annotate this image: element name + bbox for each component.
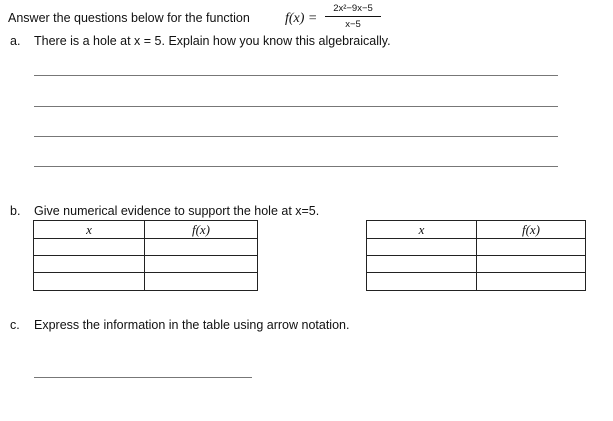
answer-line[interactable] bbox=[34, 377, 252, 378]
table-cell[interactable] bbox=[145, 256, 258, 273]
column-header-x: x bbox=[367, 221, 477, 239]
answer-line[interactable] bbox=[34, 75, 558, 76]
column-header-fx: f(x) bbox=[145, 221, 258, 239]
table-cell[interactable] bbox=[34, 239, 145, 256]
table-cell[interactable] bbox=[367, 239, 477, 256]
table-cell[interactable] bbox=[367, 273, 477, 291]
table-cell[interactable] bbox=[477, 256, 586, 273]
fraction-numerator: 2x²−9x−5 bbox=[333, 3, 373, 14]
function-fraction bbox=[325, 3, 381, 31]
fraction-denominator: x−5 bbox=[345, 19, 361, 30]
answer-line[interactable] bbox=[34, 136, 558, 137]
column-header-x: x bbox=[34, 221, 145, 239]
function-label: f(x) = bbox=[285, 11, 318, 26]
table-cell[interactable] bbox=[477, 273, 586, 291]
table-cell[interactable] bbox=[367, 256, 477, 273]
value-table-right bbox=[366, 220, 586, 291]
table-cell[interactable] bbox=[145, 239, 258, 256]
value-table-left bbox=[33, 220, 258, 291]
part-a-question: There is a hole at x = 5. Explain how you know this algebraically. bbox=[34, 34, 391, 48]
part-c-letter: c. bbox=[10, 318, 20, 332]
column-header-fx: f(x) bbox=[477, 221, 586, 239]
part-b-question: Give numerical evidence to support the hole at x=5. bbox=[34, 204, 320, 218]
table-cell[interactable] bbox=[34, 256, 145, 273]
part-c-question: Express the information in the table using arrow notation. bbox=[34, 318, 350, 332]
intro-text: Answer the questions below for the function bbox=[8, 11, 250, 25]
fraction-bar bbox=[325, 16, 381, 17]
table-cell[interactable] bbox=[34, 273, 145, 291]
table-cell[interactable] bbox=[145, 273, 258, 291]
part-b-letter: b. bbox=[10, 204, 21, 218]
answer-line[interactable] bbox=[34, 166, 558, 167]
table-cell[interactable] bbox=[477, 239, 586, 256]
answer-line[interactable] bbox=[34, 106, 558, 107]
part-a-letter: a. bbox=[10, 34, 21, 48]
